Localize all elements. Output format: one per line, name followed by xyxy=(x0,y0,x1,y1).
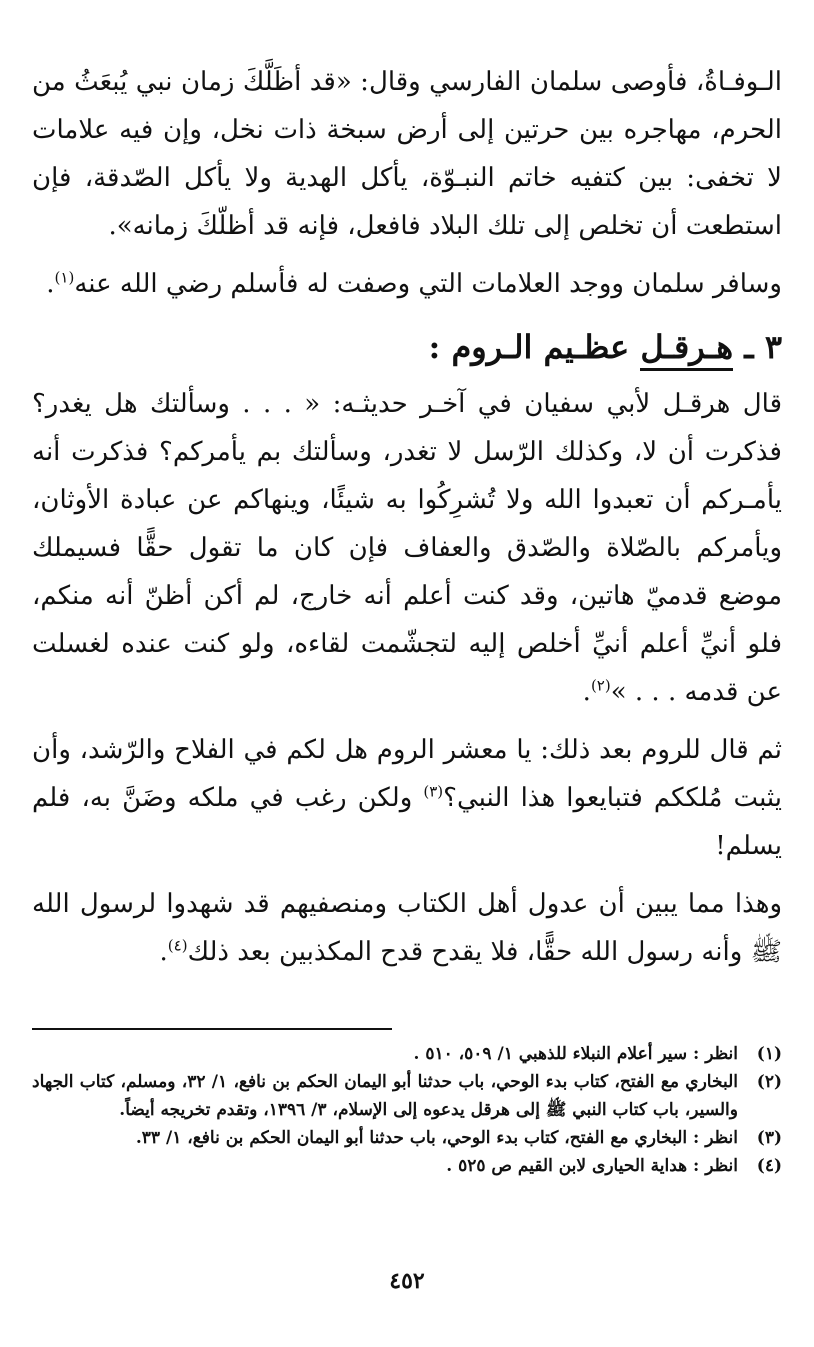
paragraph-heraclius-romans xyxy=(32,726,782,870)
footnote-item xyxy=(32,1152,782,1180)
footnote-item xyxy=(32,1040,782,1068)
section-heading-heraclius xyxy=(32,324,782,370)
footnote-number: (٢) xyxy=(756,1072,782,1092)
paragraph-heraclius-speech xyxy=(32,380,782,716)
heading-underlined-word: هـرقـل xyxy=(640,328,733,371)
paragraph-end: . xyxy=(582,677,591,707)
paragraph-text: وهذا مما يبين أن عدول أهل الكتاب ومنصفيهم قد شهدوا لرسول الله ﷺ وأنه رسول الله حقًّا، فلا يقدح قدح المكذبين بعد ذلك xyxy=(32,889,782,967)
paragraph-end: . xyxy=(159,937,168,967)
footnote-item xyxy=(32,1068,782,1124)
paragraph-text: وسافر سلمان ووجد العلامات التي وصفت له فأسلم رضي الله عنه xyxy=(74,269,782,299)
footnote-ref-1: (١) xyxy=(54,268,75,287)
paragraph-salman-quote xyxy=(32,58,782,250)
heading-rest: عظـيم الـروم : xyxy=(428,328,641,366)
paragraph-text-continued: ولكن رغب في ملكه وضَنَّ به، فلم يسلم! xyxy=(32,783,782,861)
footnote-number: (٣) xyxy=(756,1128,782,1148)
footnote-divider xyxy=(32,1028,392,1030)
footnote-item xyxy=(32,1124,782,1152)
page-number: ٤٥٢ xyxy=(389,1268,425,1294)
paragraph-text: قال هرقـل لأبي سفيان في آخـر حديثـه: « . . . وسألتك هل يغدر؟ فذكرت أن لا، وكذلك الرّسل لا تغدر، وسألتك بم يأمركم؟ فذكرت أنه يأمـركم أن تعبدوا الله ولا تُشرِكُوا به شيئًا، وينهاكم عن عبادة الأوثان، ويأمركم بالصّلاة والصّدق والعفاف فإن كان ما تقول حقًّا فسيملك موضع قدميّ هاتين، وقد كنت أعلم أنه خارج، لم أكن أظنّ أنه منكم، فلو أنيِّ أعلم أنيِّ أخلص إليه لتجشّمت لقاءه، ولو كنت عنده لغسلت عن قدمه . . . » xyxy=(32,389,783,707)
footnote-text: انظر : هداية الحيارى لابن القيم ص ٥٢٥ . xyxy=(446,1156,738,1176)
footnote-ref-3: (٣) xyxy=(423,782,444,801)
footnote-text: انظر : سير أعلام النبلاء للذهبي ١/ ٥٠٩، ٥١٠ . xyxy=(413,1044,738,1064)
paragraph-salman-conversion xyxy=(32,260,782,308)
footnote-number: (٤) xyxy=(756,1156,782,1176)
footnote-ref-2: (٢) xyxy=(590,676,611,695)
page-body xyxy=(32,58,782,976)
footnotes xyxy=(32,1040,782,1180)
footnote-ref-4: (٤) xyxy=(167,936,188,955)
paragraph-text: الـوفـاةُ، فأوصى سلمان الفارسي وقال: «قد أظَلَّكَ زمان نبي يُبعَثُ من الحرم، مهاجره بين حرتين إلى أرض سبخة ذات نخل، وإن فيه علامات لا تخفى: بين كتفيه خاتم النبـوّة، يأكل الهدية ولا يأكل الصّدقة، فإن استطعت أن تخلص إلى تلك البلاد فافعل، فإنه قد أظلّكَ زمانه». xyxy=(32,67,782,241)
footnote-text: انظر : البخاري مع الفتح، كتاب بدء الوحي، باب حدثنا أبو اليمان الحكم بن نافع، ١/ ٣٣. xyxy=(135,1128,738,1148)
paragraph-text: ثم قال للروم بعد ذلك: يا معشر الروم هل لكم في الفلاح والرّشد، وأن يثبت مُلككم فتبايعوا هذا النبي؟ xyxy=(32,735,782,813)
footnote-text: البخاري مع الفتح، كتاب بدء الوحي، باب حدثنا أبو اليمان الحكم بن نافع، ١/ ٣٢، ومسلم، كتاب الجهاد والسير، باب كتاب النبي ﷺ إلى هرقل يدعوه إلى الإسلام، ٣/ ١٣٩٦، وتقدم تخريجه أيضاً. xyxy=(32,1072,738,1120)
paragraph-end: . xyxy=(46,269,55,299)
footnote-number: (١) xyxy=(756,1044,782,1064)
heading-number: ٣ ـ xyxy=(733,328,782,366)
paragraph-conclusion xyxy=(32,880,782,976)
